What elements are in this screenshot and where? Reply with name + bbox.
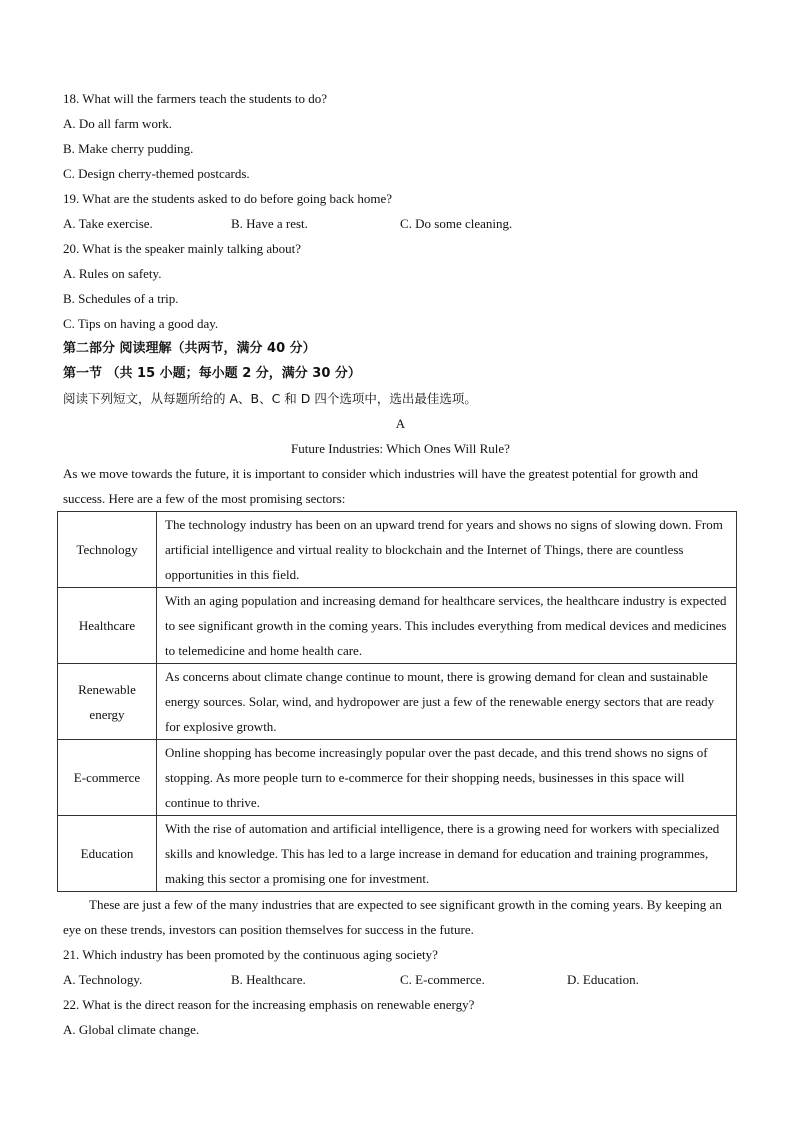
sector-description: Online shopping has become increasingly popular over the past decade, and this trend shows no signs of stopping. As more people turn to e-commerce for their shopping needs, businesses in this space will continue to thrive. [157,740,737,816]
sector-name: Education [58,816,157,892]
question-20-option-b: B. Schedules of a trip. [63,291,179,306]
question-18-stem: 18. What will the farmers teach the students to do? [63,91,328,106]
question-20-stem: 20. What is the speaker mainly talking about? [63,241,302,256]
exam-page [63,86,738,1042]
question-19-option-c: C. Do some cleaning. [400,216,513,231]
question-21-stem: 21. Which industry has been promoted by the continuous aging society? [63,947,438,962]
table-row [58,740,737,816]
passage-title: Future Industries: Which Ones Will Rule? [291,441,510,456]
question-18-option-b: B. Make cherry pudding. [63,141,194,156]
section-subtitle: 第一节 （共 15 小题；每小题 2 分，满分 30 分） [63,366,361,381]
question-19-option-a: A. Take exercise. [63,216,153,231]
sector-name: Healthcare [58,588,157,664]
question-22-option-a: A. Global climate change. [63,1022,200,1037]
question-18-option-a: A. Do all farm work. [63,116,173,131]
industries-table [57,511,737,892]
passage-letter: A [395,416,406,431]
question-20-option-a: A. Rules on safety. [63,266,162,281]
question-21-option-d: D. Education. [567,972,639,987]
sector-description: With an aging population and increasing demand for healthcare services, the healthcare industry is expected to see significant growth in the coming years. This includes everything from medical devices and medicines to telemedicine and home health care. [157,588,737,664]
table-row [58,664,737,740]
question-22-stem: 22. What is the direct reason for the increasing emphasis on renewable energy? [63,997,475,1012]
sector-name: Technology [58,512,157,588]
passage-conclusion: These are just a few of the many industries that are expected to see significant growth in the coming years. By keeping an eye on these trends, investors can position themselves for success in the future. [63,897,722,937]
passage-intro: As we move towards the future, it is important to consider which industries will have the greatest potential for growth and success. Here are a few of the most promising sectors: [63,466,699,506]
sector-description: As concerns about climate change continue to mount, there is growing demand for clean and sustainable energy sources. Solar, wind, and hydropower are just a few of the renewable energy sectors that are ready for explosive growth. [157,664,737,740]
question-21-option-b: B. Healthcare. [231,972,306,987]
question-18-option-c: C. Design cherry-themed postcards. [63,166,250,181]
question-19-stem: 19. What are the students asked to do before going back home? [63,191,392,206]
sector-name: E-commerce [58,740,157,816]
table-row [58,588,737,664]
question-19-options [63,211,738,236]
table-row [58,512,737,588]
question-19-option-b: B. Have a rest. [231,216,308,231]
table-row [58,816,737,892]
question-20-option-c: C. Tips on having a good day. [63,316,219,331]
question-21-option-a: A. Technology. [63,972,143,987]
sector-description: The technology industry has been on an upward trend for years and shows no signs of slowing down. From artificial intelligence and virtual reality to blockchain and the Internet of Things, there are countless opportunities in this field. [157,512,737,588]
question-21-options [63,967,738,992]
sector-description: With the rise of automation and artificial intelligence, there is a growing need for workers with specialized skills and knowledge. This has led to a large increase in demand for education and training programmes, making this sector a promising one for investment. [157,816,737,892]
section-instruction: 阅读下列短文，从每题所给的 A、B、C 和 D 四个选项中，选出最佳选项。 [63,391,477,406]
part-title: 第二部分 阅读理解（共两节，满分 40 分） [63,341,316,356]
sector-name: Renewable energy [58,664,157,740]
question-21-option-c: C. E-commerce. [400,972,485,987]
